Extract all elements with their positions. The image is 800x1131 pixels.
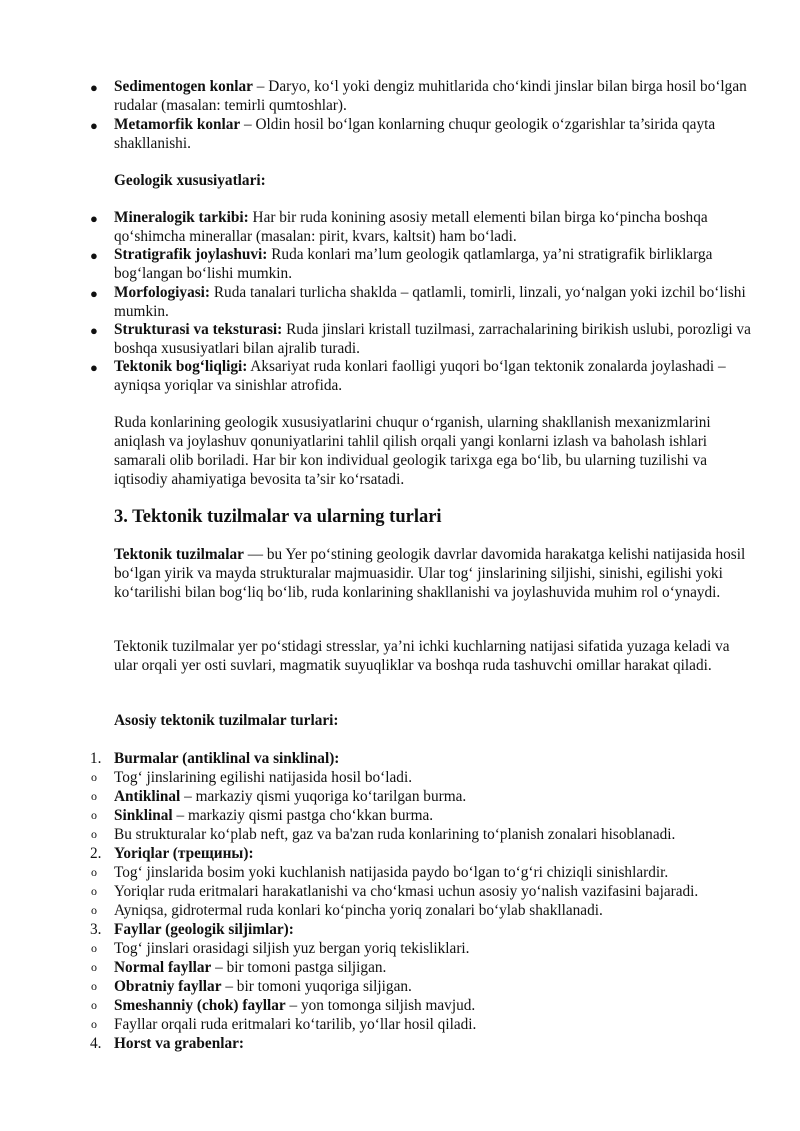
list-number: 3. <box>90 921 102 938</box>
circle-bullet-icon: o <box>91 979 97 993</box>
bullet-marker: ● <box>90 80 98 95</box>
circle-bullet-icon: o <box>91 998 97 1012</box>
sub-item: Tog‘ jinslarining egilishi natijasida hosil bo‘ladi. <box>114 769 413 786</box>
list-item: Tektonik bog‘liqligi: Aksariyat ruda konlari faolligi yuqori bo‘lgan tektonik zonalarda joylashadi – ayniqsa yoriqlar va sinishlar atrofida. <box>114 358 726 394</box>
sub-item: Sinklinal – markaziy qismi pastga cho‘kkan burma. <box>114 807 434 824</box>
sub-item: Yoriqlar ruda eritmalari harakatlanishi va cho‘kmasi uchun asosiy yo‘nalish vazifasini bajaradi. <box>114 883 699 900</box>
circle-bullet-icon: o <box>91 827 97 841</box>
list-item: Mineralogik tarkibi: Har bir ruda konining asosiy metall elementi bilan birga ko‘pincha boshqa qo‘shimcha minerallar (masalan: pirit, kvars, kaltsit) ham bo‘ladi. <box>114 209 708 245</box>
list-item-title: Fayllar (geologik siljimlar): <box>114 921 294 938</box>
list-item-title: Burmalar (antiklinal va sinklinal): <box>114 750 340 767</box>
sub-item: Obratniy fayllar – bir tomoni yuqoriga siljigan. <box>114 978 412 995</box>
bullet-marker: ● <box>90 248 98 263</box>
list-item: Morfologiyasi: Ruda tanalari turlicha shaklda – qatlamli, tomirli, linzali, yo‘nalgan yoki izchil bo‘lishi mumkin. <box>114 284 746 320</box>
circle-bullet-icon: o <box>91 941 97 955</box>
sub-item: Fayllar orqali ruda eritmalari ko‘tarilib, yo‘llar hosil qiladi. <box>114 1016 477 1033</box>
list-number: 2. <box>90 845 102 862</box>
list-number: 1. <box>90 750 102 767</box>
list-item: Stratigrafik joylashuvi: Ruda konlari ma’lum geologik qatlamlarga, ya’ni stratigrafik birliklarga bog‘langan bo‘lishi mumkin. <box>114 246 713 282</box>
circle-bullet-icon: o <box>91 770 97 784</box>
circle-bullet-icon: o <box>91 789 97 803</box>
list-item: Sedimentogen konlar – Daryo, ko‘l yoki dengiz muhitlarida cho‘kindi jinslar bilan birga hosil bo‘lgan rudalar (masalan: temirli qumtoshlar). <box>114 78 747 114</box>
sub-item: Bu strukturalar ko‘plab neft, gaz va ba'zan ruda konlarining to‘planish zonalari hisoblanadi. <box>114 826 676 843</box>
list-item: Metamorfik konlar – Oldin hosil bo‘lgan konlarning chuqur geologik o‘zgarishlar ta’sirida qayta shakllanishi. <box>114 116 716 152</box>
sub-item: Smeshanniy (chok) fayllar – yon tomonga siljish mavjud. <box>114 997 476 1014</box>
summary-paragraph: Ruda konlarining geologik xususiyatlarini chuqur o‘rganish, ularning shakllanish mexanizmlarini aniqlash va joylashuv qonuniyatlarini tahlil qilish orqali yangi konlarni izlash va baholash ishlari samarali olib boriladi. Har bir kon individual geologik tarixga ega bo‘lib, bu ularning tuzilishi va iqtisodiy ahamiyatiga bevosita ta’sir ko‘rsatadi. <box>114 414 711 488</box>
intro-paragraph: Tektonik tuzilmalar — bu Yer po‘stining geologik davrlar davomida harakatga kelishi natijasida hosil bo‘lgan yirik va mayda strukturalar majmuasidir. Ular tog‘ jinslarining siljishi, sinishi, egilishi yoki ko‘tarilishi bilan bog‘liq bo‘lib, ruda konlarining shakllanishi va joylashuvida muhim rol o‘ynaydi. <box>114 546 746 601</box>
list-number: 4. <box>90 1035 102 1052</box>
bullet-marker: ● <box>90 323 98 338</box>
bullet-marker: ● <box>90 211 98 226</box>
circle-bullet-icon: o <box>91 960 97 974</box>
sub-item: Ayniqsa, gidrotermal ruda konlari ko‘pincha yoriq zonalari bo‘ylab shakllanadi. <box>114 902 603 919</box>
subheading-geologik: Geologik xususiyatlari: <box>114 172 266 189</box>
list-item-title: Yoriqlar (трещины): <box>114 845 254 862</box>
circle-bullet-icon: o <box>91 903 97 917</box>
bullet-marker: ● <box>90 286 98 301</box>
bullet-marker: ● <box>90 118 98 133</box>
circle-bullet-icon: o <box>91 1017 97 1031</box>
bullet-marker: ● <box>90 360 98 375</box>
circle-bullet-icon: o <box>91 865 97 879</box>
list-item: Strukturasi va teksturasi: Ruda jinslari kristall tuzilmasi, zarrachalarining birikish uslubi, porozligi va boshqa xususiyatlari bilan ajralib turadi. <box>114 321 751 357</box>
circle-bullet-icon: o <box>91 808 97 822</box>
subheading-types: Asosiy tektonik tuzilmalar turlari: <box>114 712 339 729</box>
sub-item: Antiklinal – markaziy qismi yuqoriga ko‘tarilgan burma. <box>114 788 467 805</box>
paragraph: Tektonik tuzilmalar yer po‘stidagi stresslar, ya’ni ichki kuchlarning natijasi sifatida yuzaga keladi va ular orqali yer osti suvlari, magmatik suyuqliklar va boshqa ruda tashuvchi omillar harakat qiladi. <box>114 638 730 674</box>
sub-item: Tog‘ jinslarida bosim yoki kuchlanish natijasida paydo bo‘lgan to‘g‘ri chiziqli sinishlardir. <box>114 864 669 881</box>
circle-bullet-icon: o <box>91 884 97 898</box>
list-item-title: Horst va grabenlar: <box>114 1035 245 1052</box>
section-title: 3. Tektonik tuzilmalar va ularning turlari <box>114 507 442 527</box>
sub-item: Tog‘ jinslari orasidagi siljish yuz bergan yoriq tekisliklari. <box>114 940 470 957</box>
sub-item: Normal fayllar – bir tomoni pastga siljigan. <box>114 959 387 976</box>
